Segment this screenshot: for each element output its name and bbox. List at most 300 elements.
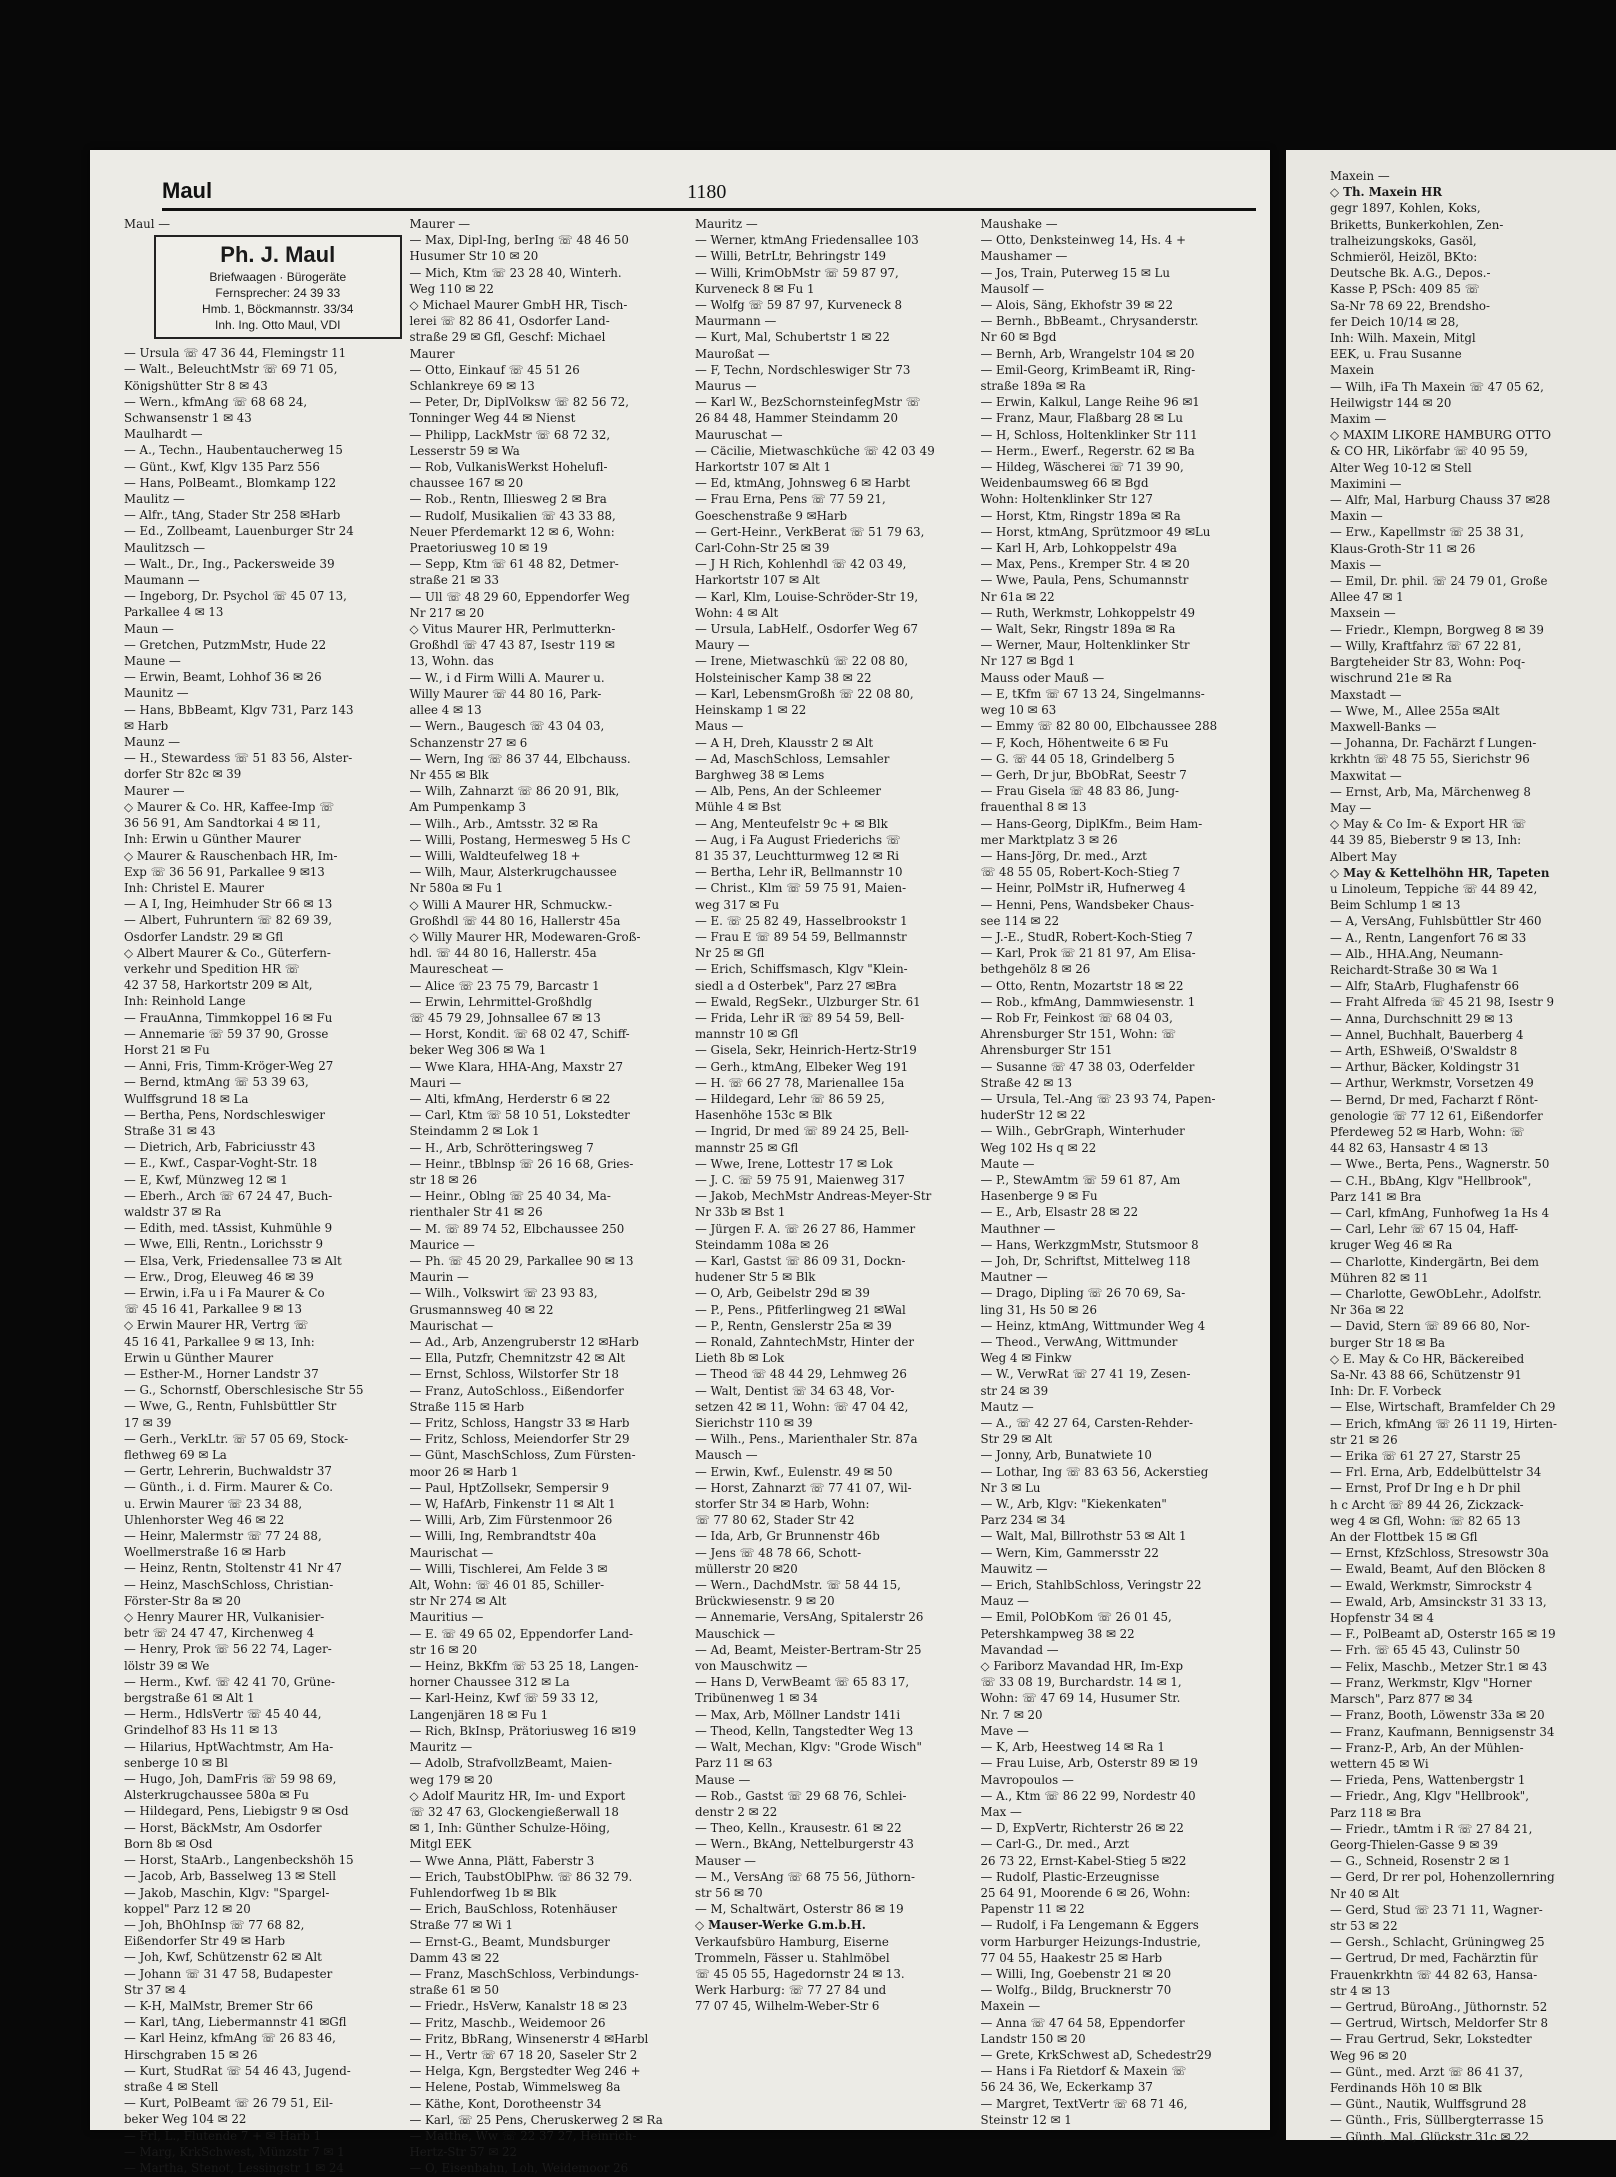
- directory-entry: — H., Arb, Schrötteringsweg 7: [409, 1140, 594, 1155]
- directory-entry: — Ernst-G., Beamt, Mundsburger: [409, 1934, 610, 1949]
- directory-entry: — Herm., HdlsVertr ☏ 45 40 44,: [124, 1707, 322, 1722]
- directory-entry: — Franz-P., Arb, An der Mühlen-: [1330, 1740, 1524, 1755]
- directory-entry: senberge 10 ✉ Bl: [124, 1755, 228, 1770]
- directory-entry: ◇ May & Co Im- & Export HR ☏: [1330, 817, 1527, 832]
- directory-entry: ◇ Willi A Maurer HR, Schmuckw.-: [409, 897, 612, 912]
- directory-entry: ling 31, Hs 50 ✉ 26: [980, 1302, 1097, 1317]
- directory-entry: — Gertrud, Dr med, Fachärztin für: [1330, 1951, 1538, 1966]
- directory-entry: — Gerh., VerkLtr. ☏ 57 05 69, Stock-: [124, 1431, 349, 1446]
- directory-entry: — Günt., Nautik, Wulffsgrund 28: [1330, 2097, 1527, 2112]
- directory-entry: Inh: Reinhold Lange: [124, 994, 246, 1009]
- directory-entry: — Marg, KrkSchwest, Münzstr 7 ✉ 1: [124, 2144, 345, 2159]
- directory-entry: — P., Rentn, Genslerstr 25a ✉ 39: [695, 1318, 892, 1333]
- directory-entry: Georg-Thielen-Gasse 9 ✉ 39: [1330, 1837, 1499, 1852]
- directory-entry: Maunitz —: [124, 686, 189, 701]
- directory-entry: — Horst, Zahnarzt ☏ 77 41 07, Wil-: [695, 1480, 912, 1495]
- directory-entry: Mitgl EEK: [409, 1837, 472, 1852]
- directory-entry: Maxein: [1330, 363, 1375, 378]
- directory-entry: weg 317 ✉ Fu: [695, 897, 780, 912]
- directory-entry: — Friedr., Klempn, Borgweg 8 ✉ 39: [1330, 622, 1544, 637]
- directory-entry: bergstraße 61 ✉ Alt 1: [124, 1691, 255, 1706]
- directory-entry: Steinstr 12 ✉ 1: [980, 2112, 1072, 2127]
- directory-entry: — Gerd, Dr rer pol, Hohenzollernring: [1330, 1870, 1555, 1885]
- directory-entry: — Wern., kfmAng ☏ 68 68 24,: [124, 394, 308, 409]
- directory-entry: — Wwe, Irene, Lottestr 17 ✉ Lok: [695, 1156, 893, 1171]
- directory-entry: wettern 45 ✉ Wi: [1330, 1756, 1429, 1771]
- directory-entry: — Grete, KrkSchwest aD, Schedestr29: [980, 2047, 1212, 2062]
- directory-entry: — Esther-M., Horner Landstr 37: [124, 1367, 319, 1381]
- directory-entry: weg 10 ✉ 63: [980, 703, 1057, 718]
- directory-entry: Straße 31 ✉ 43: [124, 1123, 216, 1138]
- directory-entry: Bargteheider Str 83, Wohn: Poq-: [1330, 655, 1526, 670]
- directory-entry: ◇ Maurer & Co. HR, Kaffee-Imp ☏: [124, 799, 334, 814]
- directory-entry: — Hans, BbBeamt, Klgv 731, Parz 143: [124, 702, 354, 717]
- directory-entry: — Erwin, Kalkul, Lange Reihe 96 ✉1: [980, 395, 1200, 410]
- directory-entry: Maulitzsch —: [124, 540, 206, 555]
- directory-entry: — Frau Luise, Arb, Osterstr 89 ✉ 19: [980, 1756, 1198, 1771]
- directory-entry: — Alfr., tAng, Stader Str 258 ✉Harb: [124, 508, 341, 523]
- directory-entry: Straße 77 ✉ Wi 1: [409, 1918, 513, 1933]
- directory-entry: Weg 4 ✉ Finkw: [980, 1351, 1072, 1366]
- directory-entry: — Karl, LebensmGroßh ☏ 22 08 80,: [695, 686, 914, 701]
- directory-entry: Ahrensburger Str 151: [980, 1043, 1113, 1058]
- directory-entry: — Frau Gertrud, Sekr, Lokstedter: [1330, 2032, 1532, 2047]
- directory-entry: — Friedr., Ang, Klgv "Hellbrook",: [1330, 1789, 1529, 1804]
- directory-entry: — W., VerwRat ☏ 27 41 19, Zesen-: [980, 1367, 1191, 1382]
- directory-entry: Hasenberge 9 ✉ Fu: [980, 1189, 1098, 1204]
- directory-entry: ◇ E. May & Co HR, Bäckereibed: [1330, 1351, 1525, 1366]
- directory-entry: — Wern, Ing ☏ 86 37 44, Elbchauss.: [409, 751, 631, 766]
- directory-entry: — Theo, Kelln., Krausestr. 61 ✉ 22: [695, 1821, 902, 1836]
- directory-entry: Nr 61a ✉ 22: [980, 589, 1055, 604]
- directory-entry: — H., Stewardess ☏ 51 83 56, Alster-: [124, 751, 353, 766]
- directory-entry: Fuhlendorfweg 1b ✉ Blk: [409, 1885, 557, 1900]
- directory-entry: Ferdinands Höh 10 ✉ Blk: [1330, 2080, 1482, 2095]
- ad-line: Briefwaagen · Bürogeräte: [209, 270, 347, 285]
- directory-entry: — F, Koch, Höhentweite 6 ✉ Fu: [980, 735, 1169, 750]
- directory-entry: — J. C. ☏ 59 75 91, Maienweg 317: [695, 1172, 905, 1187]
- directory-entry: — Gertr, Lehrerin, Buchwaldstr 37: [124, 1464, 332, 1479]
- directory-entry: — A., ☏ 42 27 64, Carsten-Rehder-: [980, 1416, 1194, 1431]
- directory-entry: — Wern, Kim, Gammersstr 22: [980, 1545, 1159, 1560]
- directory-entry: — Albert, Fuhruntern ☏ 82 69 39,: [124, 913, 332, 928]
- directory-entry: Sierichstr 110 ✉ 39: [695, 1416, 813, 1431]
- directory-entry: Maurer —: [124, 783, 185, 798]
- directory-entry: — Hans-Georg, DiplKfm., Beim Ham-: [980, 816, 1203, 831]
- directory-entry: mannstr 25 ✉ Gfl: [695, 1140, 799, 1155]
- directory-entry: — Alti, kfmAng, Herderstr 6 ✉ 22: [409, 1091, 611, 1106]
- directory-entry: — Otto, Denksteinweg 14, Hs. 4 +: [980, 233, 1187, 248]
- directory-entry: — Hildegard, Pens, Liebigstr 9 ✉ Osd: [124, 1804, 349, 1819]
- directory-entry: — Rob., kfmAng, Dammwiesenstr. 1: [980, 994, 1196, 1009]
- directory-entry: — Wwe, G., Rentn, Fuhlsbüttler Str: [124, 1399, 337, 1414]
- directory-entry: Wohn: Holtenklinker Str 127: [980, 492, 1153, 507]
- directory-entry: Max —: [980, 1804, 1022, 1819]
- directory-entry: dorfer Str 82c ✉ 39: [124, 767, 242, 782]
- directory-entry: — Jonny, Arb, Bunatwiete 10: [980, 1448, 1152, 1463]
- directory-entry: — Franz, MaschSchloss, Verbindungs-: [409, 1966, 639, 1981]
- directory-entry: ◇ May & Kettelhöhn HR, Tapeten: [1330, 865, 1550, 880]
- directory-entry: 56 24 36, We, Eckerkamp 37: [980, 2080, 1153, 2095]
- directory-entry: Wohn: 4 ✉ Alt: [695, 605, 779, 620]
- directory-entry: Großhdl ☏ 47 43 87, Isestr 119 ✉: [409, 638, 615, 653]
- directory-entry: — Hans, WerkzgmMstr, Stutsmoor 8: [980, 1237, 1199, 1252]
- directory-entry: — Heinr., tBblnsp ☏ 26 16 68, Gries-: [409, 1156, 634, 1171]
- directory-entry: mer Marktplatz 3 ✉ 26: [980, 832, 1118, 847]
- directory-entry: 42 37 58, Harkortstr 209 ✉ Alt,: [124, 978, 313, 993]
- directory-entry: May —: [1330, 800, 1372, 815]
- directory-entry: Allee 47 ✉ 1: [1330, 590, 1404, 605]
- directory-entry: — Walt, Mechan, Klgv: "Grode Wisch": [695, 1740, 922, 1755]
- directory-entry: — Gersh., Schlacht, Grüningweg 25: [1330, 1935, 1545, 1950]
- directory-entry: — Peter, Dr, DiplVolksw ☏ 82 56 72,: [409, 395, 630, 410]
- directory-entry: — Bernh., BbBeamt., Chrysanderstr.: [980, 314, 1199, 329]
- directory-entry: — Wwe Klara, HHA-Ang, Maxstr 27: [409, 1059, 624, 1074]
- directory-entry: — Willi, Waldteufelweg 18 +: [409, 848, 581, 863]
- directory-entry: — Annemarie, VersAng, Spitalerstr 26: [695, 1610, 924, 1625]
- directory-entry: str 16 ✉ 20: [409, 1642, 478, 1657]
- column-3: [695, 216, 975, 2124]
- directory-entry: — Alois, Säng, Ekhofstr 39 ✉ 22: [980, 298, 1173, 313]
- directory-entry: Nr 455 ✉ Blk: [409, 767, 489, 782]
- directory-entry: ◇ Mauser-Werke G.m.b.H.: [695, 1918, 866, 1933]
- directory-entry: mannstr 10 ✉ Gfl: [695, 1027, 799, 1042]
- directory-entry: Parz 141 ✉ Bra: [1330, 1189, 1422, 1204]
- directory-entry: Maune —: [124, 654, 181, 669]
- directory-entry: Mauritz —: [695, 217, 758, 231]
- directory-entry: — Joh, Dr, Schriftst, Mittelweg 118: [980, 1254, 1191, 1268]
- directory-entry: — Otto, Rentn, Mozartstr 18 ✉ 22: [980, 978, 1184, 993]
- directory-entry: — P., Pens., Pfitferlingweg 21 ✉Wal: [695, 1302, 906, 1317]
- directory-entry: Königshütter Str 8 ✉ 43: [124, 378, 268, 393]
- directory-entry: Horst 21 ✉ Fu: [124, 1042, 210, 1057]
- directory-entry: — Joh, BhOhInsp ☏ 77 68 82,: [124, 1917, 305, 1932]
- directory-entry: — F., PolBeamt aD, Osterstr 165 ✉ 19: [1330, 1627, 1556, 1642]
- directory-entry: krkhtn ☏ 48 75 55, Sierichstr 96: [1330, 752, 1530, 767]
- directory-entry: — Ingeborg, Dr. Psychol ☏ 45 07 13,: [124, 589, 347, 604]
- directory-entry: Nr 36a ✉ 22: [1330, 1303, 1405, 1318]
- directory-entry: ☏ 77 80 62, Stader Str 42: [695, 1513, 855, 1528]
- directory-entry: — Frl. Erna, Arb, Eddelbüttelstr 34: [1330, 1465, 1542, 1480]
- directory-entry: Straße 115 ✉ Harb: [409, 1399, 525, 1414]
- directory-entry: — Erwin, i.Fa u i Fa Maurer & Co: [124, 1285, 325, 1300]
- directory-entry: — Ernst, Prof Dr Ing e h Dr phil: [1330, 1481, 1521, 1496]
- directory-entry: — Wilh., Volkswirt ☏ 23 93 83,: [409, 1286, 598, 1301]
- directory-entry: — F, Techn, Nordschleswiger Str 73: [695, 362, 911, 377]
- directory-entry: — Ed., Zollbeamt, Lauenburger Str 24: [124, 524, 354, 539]
- directory-entry: Nr 127 ✉ Bgd 1: [980, 654, 1076, 669]
- directory-entry: Erwin u Günther Maurer: [124, 1350, 274, 1365]
- directory-entry: Inh: Christel E. Maurer: [124, 880, 264, 895]
- directory-entry: — Fraht Alfreda ☏ 45 21 98, Isestr 9: [1330, 995, 1555, 1010]
- directory-entry: — Alice ☏ 23 75 79, Barcastr 1: [409, 978, 600, 993]
- directory-entry: Uhlenhorster Weg 46 ✉ 22: [124, 1512, 285, 1527]
- directory-entry: horner Chaussee 312 ✉ La: [409, 1675, 570, 1690]
- directory-entry: — Fritz, BbRang, Winsenerstr 4 ✉Harbl: [409, 2031, 649, 2046]
- directory-entry: — Willi, KrimObMstr ☏ 59 87 97,: [695, 265, 899, 280]
- directory-entry: Willy Maurer ☏ 44 80 16, Park-: [409, 686, 602, 701]
- directory-entry: — Theod, Kelln, Tangstedter Weg 13: [695, 1723, 914, 1738]
- directory-entry: Mauritius —: [409, 1610, 484, 1625]
- directory-entry: 26 84 48, Hammer Steindamm 20: [695, 411, 898, 426]
- directory-entry: — Jürgen F. A. ☏ 26 27 86, Hammer: [695, 1221, 916, 1236]
- page-header: [162, 164, 1256, 211]
- directory-entry: Lieth 8b ✉ Lok: [695, 1351, 785, 1366]
- directory-entry: — Fritz, Schloss, Meiendorfer Str 29: [409, 1432, 630, 1447]
- advertisement-box: [154, 235, 402, 339]
- directory-entry: ☏ 45 05 55, Hagedornstr 24 ✉ 13.: [695, 1966, 905, 1981]
- directory-entry: — Carl-G., Dr. med., Arzt: [980, 1837, 1130, 1852]
- directory-entry: — Ursula ☏ 47 36 44, Flemingstr 11: [124, 346, 347, 361]
- directory-entry: ◇ Henry Maurer HR, Vulkanisier-: [124, 1610, 325, 1625]
- directory-entry: Str 37 ✉ 4: [124, 1982, 187, 1997]
- directory-entry: Mühren 82 ✉ 11: [1330, 1270, 1429, 1285]
- directory-entry: — Franz, Kaufmann, Bennigsenstr 34: [1330, 1724, 1555, 1739]
- directory-entry: — H, Schloss, Holtenklinker Str 111: [980, 427, 1198, 442]
- directory-entry: — Erich, StahlbSchloss, Veringstr 22: [980, 1578, 1202, 1593]
- directory-entry: Mauroßat —: [695, 346, 770, 361]
- directory-entry: — Anna, Durchschnitt 29 ✉ 13: [1330, 1011, 1513, 1026]
- directory-entry: — Erich, BauSchloss, Rotenhäuser: [409, 1902, 618, 1917]
- directory-entry: weg 179 ✉ 20: [409, 1772, 493, 1787]
- directory-entry: Grindelhof 83 Hs 11 ✉ 13: [124, 1723, 278, 1738]
- directory-entry: — Wwe Anna, Plätt, Faberstr 3: [409, 1853, 595, 1868]
- directory-entry: An der Flottbek 15 ✉ Gfl: [1330, 1530, 1478, 1545]
- directory-entry: — Friedr., HsVerw, Kanalstr 18 ✉ 23: [409, 1999, 628, 2014]
- directory-entry: — Martha, Stenot, Lessingstr 1 ✉ 24: [124, 2160, 344, 2175]
- directory-entry: — Max, Dipl-Ing, berIng ☏ 48 46 50: [409, 233, 629, 248]
- directory-entry: Maury —: [695, 638, 750, 653]
- directory-entry: — Wilh., Pens., Marienthaler Str. 87a: [695, 1432, 918, 1447]
- directory-entry: ✉ Harb: [124, 718, 169, 733]
- directory-entry: Frauenkrkhtn ☏ 44 82 63, Hansa-: [1330, 1967, 1538, 1982]
- ad-line: Fernsprecher: 24 39 33: [215, 286, 341, 301]
- directory-entry: — E, tKfm ☏ 67 13 24, Singelmanns-: [980, 686, 1205, 701]
- directory-entry: Mauthner —: [980, 1221, 1056, 1236]
- directory-entry: 25 64 91, Moorende 6 ✉ 26, Wohn:: [980, 1885, 1191, 1900]
- directory-entry: — Henni, Pens, Wandsbeker Chaus-: [980, 897, 1195, 912]
- directory-entry: str 21 ✉ 26: [1330, 1432, 1398, 1447]
- directory-entry: — Carl, kfmAng, Funhofweg 1a Hs 4: [1330, 1206, 1550, 1220]
- directory-entry: — Ingrid, Dr med ☏ 89 24 25, Bell-: [695, 1124, 909, 1139]
- directory-entry: Mave —: [980, 1723, 1029, 1738]
- directory-entry: Harkortstr 107 ✉ Alt: [695, 573, 820, 588]
- directory-entry: ☏ 33 08 19, Burchardstr. 14 ✉ 1,: [980, 1675, 1182, 1690]
- directory-entry: Maurer —: [409, 217, 471, 231]
- directory-entry: — Ull ☏ 48 29 60, Eppendorfer Weg: [409, 589, 630, 604]
- directory-entry: — A I, Ing, Heimhuder Str 66 ✉ 13: [124, 897, 333, 912]
- directory-entry: Maxin —: [1330, 509, 1383, 524]
- directory-entry: — Herm., Ewerf., Regerstr. 62 ✉ Ba: [980, 443, 1195, 458]
- directory-entry: — Jakob, MechMstr Andreas-Meyer-Str: [695, 1189, 932, 1204]
- directory-entry: Maurischat —: [409, 1318, 494, 1333]
- directory-entry: — Willy, Kraftfahrz ☏ 67 22 81,: [1330, 638, 1522, 653]
- directory-entry: Nr. 7 ✉ 20: [980, 1707, 1043, 1722]
- directory-entry: str 53 ✉ 22: [1330, 1918, 1398, 1933]
- directory-entry: Mauz —: [980, 1594, 1029, 1609]
- directory-entry: — Rich, BkInsp, Prätoriusweg 16 ✉19: [409, 1723, 637, 1738]
- directory-entry: Barghweg 38 ✉ Lems: [695, 767, 825, 782]
- directory-entry: — Ursula, Tel.-Ang ☏ 23 93 74, Papen-: [980, 1091, 1216, 1106]
- directory-entry: — Ewald, RegSekr., Ulzburger Str. 61: [695, 994, 921, 1009]
- directory-entry: ◇ MAXIM LIKORE HAMBURG OTTO: [1330, 428, 1552, 443]
- directory-entry: fer Deich 10/14 ✉ 28,: [1330, 314, 1460, 329]
- directory-entry: Albert May: [1330, 849, 1397, 864]
- directory-entry: Maurescheat —: [409, 962, 504, 977]
- directory-entry: — Max, Arb, Möllner Landstr 141i: [695, 1707, 901, 1722]
- directory-entry: — Frieda, Pens, Wattenbergstr 1: [1330, 1773, 1526, 1788]
- directory-entry: Wohn: ☏ 47 69 14, Husumer Str.: [980, 1691, 1181, 1706]
- directory-entry: Steindamm 2 ✉ Lok 1: [409, 1124, 540, 1139]
- directory-entry: — Alfr, StaArb, Flughafenstr 66: [1330, 979, 1519, 994]
- directory-entry: — Hildeg, Wäscherei ☏ 71 39 90,: [980, 460, 1184, 475]
- directory-entry: Maus —: [695, 719, 744, 734]
- directory-entry: — Werner, Maur, Holtenklinker Str: [980, 638, 1190, 653]
- directory-entry: — P., StewAmtm ☏ 59 61 87, Am: [980, 1172, 1181, 1187]
- directory-entry: Förster-Str 8a ✉ 20: [124, 1593, 241, 1608]
- directory-entry: — Annemarie ☏ 59 37 90, Grosse: [124, 1026, 329, 1041]
- header-keyword: Maul: [162, 178, 213, 203]
- directory-entry: — Emil-Georg, KrimBeamt iR, Ring-: [980, 362, 1196, 377]
- directory-entry: u Linoleum, Teppiche ☏ 44 89 42,: [1330, 881, 1538, 896]
- directory-entry: lölstr 39 ✉ We: [124, 1658, 210, 1673]
- directory-entry: Maun —: [124, 621, 174, 636]
- directory-entry: — E. ☏ 49 65 02, Eppendorfer Land-: [409, 1626, 634, 1641]
- directory-entry: — Otto, Einkauf ☏ 45 51 26: [409, 362, 580, 377]
- directory-entry: rienthaler Str 41 ✉ 26: [409, 1205, 543, 1220]
- directory-entry: Straße 42 ✉ 13: [980, 1075, 1073, 1090]
- directory-entry: — Ad, Beamt, Meister-Bertram-Str 25: [695, 1642, 922, 1657]
- directory-entry: — K-H, MalMstr, Bremer Str 66: [124, 1998, 313, 2013]
- directory-entry: — Eberh., Arch ☏ 67 24 47, Buch-: [124, 1188, 333, 1203]
- directory-entry: — Heinz, ktmAng, Wittmunder Weg 4: [980, 1318, 1206, 1333]
- entry-columns: [124, 216, 1260, 2176]
- directory-entry: Pferdeweg 52 ✉ Harb, Wohn: ☏: [1330, 1124, 1525, 1139]
- directory-entry: Maxein —: [1330, 169, 1390, 183]
- directory-entry: Maute —: [980, 1156, 1035, 1171]
- directory-entry: — Willi, Arb, Zim Fürstenmoor 26: [409, 1513, 613, 1528]
- directory-entry: — Susanne ☏ 47 38 03, Oderfelder: [980, 1059, 1195, 1074]
- directory-entry: Heilwigstr 144 ✉ 20: [1330, 395, 1452, 410]
- directory-entry: — Ronald, ZahntechMstr, Hinter der: [695, 1335, 914, 1350]
- directory-entry: — Willi, Postang, Hermesweg 5 Hs C: [409, 832, 631, 847]
- directory-entry: — Emil, Dr. phil. ☏ 24 79 01, Große: [1330, 574, 1548, 589]
- directory-entry: — Wolfg ☏ 59 87 97, Kurveneck 8: [695, 298, 902, 313]
- directory-entry: — Frau Gisela ☏ 48 83 86, Jung-: [980, 784, 1180, 799]
- directory-entry: Maurice —: [409, 1237, 475, 1252]
- directory-entry: u. Erwin Maurer ☏ 23 34 88,: [124, 1496, 303, 1511]
- directory-entry: — Rudolf, i Fa Lengemann & Eggers: [980, 1918, 1199, 1933]
- directory-entry: — Heinz, Rentn, Stoltenstr 41 Nr 47: [124, 1561, 342, 1576]
- directory-entry: Hasenhöhe 153c ✉ Blk: [695, 1108, 833, 1123]
- directory-entry: — Günt., med. Arzt ☏ 86 41 37,: [1330, 2064, 1524, 2079]
- directory-entry: Maxstadt —: [1330, 687, 1402, 702]
- directory-entry: lerei ☏ 82 86 41, Osdorfer Land-: [409, 314, 610, 329]
- directory-entry: — Willi, BetrLtr, Behringstr 149: [695, 249, 887, 264]
- directory-entry: — Wern., DachdMstr. ☏ 58 44 15,: [695, 1578, 901, 1593]
- directory-entry: — Gert-Heinr., VerkBerat ☏ 51 79 63,: [695, 524, 925, 539]
- directory-entry: — Herm., Kwf. ☏ 42 41 70, Grüne-: [124, 1674, 336, 1689]
- directory-entry: betr ☏ 24 47 47, Kirchenweg 4: [124, 1626, 315, 1641]
- directory-entry: — Günt, MaschSchloss, Zum Fürsten-: [409, 1448, 636, 1463]
- directory-entry: Maulitz —: [124, 492, 185, 507]
- directory-entry: EEK, u. Frau Susanne: [1330, 347, 1462, 362]
- directory-entry: straße 4 ✉ Stell: [124, 2079, 219, 2094]
- directory-entry: Inh: Erwin u Günther Maurer: [124, 832, 301, 847]
- directory-entry: straße 21 ✉ 33: [409, 573, 499, 588]
- directory-entry: — Charlotte, GewObLehr., Adolfstr.: [1330, 1287, 1542, 1302]
- directory-entry: — Karl W., BezSchornsteinfegMstr ☏: [695, 395, 921, 410]
- directory-entry: — Ernst, Arb, Ma, Märchenweg 8: [1330, 784, 1531, 799]
- directory-entry: — Walt, Sekr, Ringstr 189a ✉ Ra: [980, 622, 1176, 637]
- directory-entry: — Ernst, Schloss, Wilstorfer Str 18: [409, 1367, 619, 1382]
- directory-entry: Mauss oder Mauß —: [980, 670, 1105, 685]
- directory-entry: — Karl, Klm, Louise-Schröder-Str 19,: [695, 589, 919, 604]
- directory-entry: Damm 43 ✉ 22: [409, 1950, 500, 1965]
- directory-entry: 45 16 41, Parkallee 9 ✉ 13, Inh:: [124, 1334, 315, 1349]
- directory-entry: Steindamm 108a ✉ 26: [695, 1237, 829, 1252]
- directory-entry: storfer Str 34 ✉ Harb, Wohn:: [695, 1497, 870, 1512]
- directory-entry: 81 35 37, Leuchtturmweg 12 ✉ Ri: [695, 848, 899, 863]
- directory-entry: — Max, Pens., Kremper Str. 4 ✉ 20: [980, 557, 1190, 572]
- directory-entry: Maximini —: [1330, 476, 1402, 491]
- directory-entry: — Anni, Fris, Timm-Kröger-Weg 27: [124, 1059, 334, 1074]
- directory-entry: Nr 33b ✉ Bst 1: [695, 1205, 786, 1220]
- directory-entry: str 18 ✉ 26: [409, 1172, 478, 1187]
- directory-entry: — Hugo, Joh, DamFris ☏ 59 98 69,: [124, 1772, 337, 1787]
- directory-entry: — Erwin, Beamt, Lohhof 36 ✉ 26: [124, 670, 322, 685]
- directory-entry: Sa-Nr. 43 88 66, Schützenstr 91: [1330, 1368, 1522, 1383]
- directory-entry: — E, Kwf, Münzweg 12 ✉ 1: [124, 1172, 288, 1187]
- directory-entry: — Horst, Kondit. ☏ 68 02 47, Schiff-: [409, 1027, 630, 1042]
- directory-entry: — Mich, Ktm ☏ 23 28 40, Winterh.: [409, 265, 622, 280]
- directory-entry: Mauritz —: [409, 1740, 473, 1755]
- directory-entry: — Gerd, Stud ☏ 23 71 11, Wagner-: [1330, 1902, 1543, 1917]
- directory-entry: Goeschenstraße 9 ✉Harb: [695, 508, 848, 523]
- directory-entry: Neuer Pferdemarkt 12 ✉ 6, Wohn:: [409, 524, 615, 539]
- directory-entry: — Hans i Fa Rietdorf & Maxein ☏: [980, 2064, 1187, 2079]
- directory-entry: Schwansenstr 1 ✉ 43: [124, 411, 252, 426]
- directory-entry: — Karl, Prok ☏ 21 81 97, Am Elisa-: [980, 946, 1196, 961]
- directory-entry: — Walt., BeleuchtMstr ☏ 69 71 05,: [124, 362, 338, 377]
- directory-entry: 36 56 91, Am Sandtorkai 4 ✉ 11,: [124, 816, 321, 831]
- directory-entry: Maxsein —: [1330, 606, 1396, 621]
- directory-entry: Grusmannsweg 40 ✉ 22: [409, 1302, 554, 1317]
- directory-entry: Tonninger Weg 44 ✉ Nienst: [409, 411, 576, 426]
- directory-entry: — Jakob, Maschin, Klgv: "Spargel-: [124, 1885, 330, 1900]
- directory-entry: — Erika ☏ 61 27 27, Starstr 25: [1330, 1449, 1521, 1464]
- directory-entry: — Karl, Gastst ☏ 86 09 31, Dockn-: [695, 1254, 906, 1268]
- directory-entry: Weg 110 ✉ 22: [409, 281, 494, 296]
- directory-entry: Mavandad —: [980, 1642, 1059, 1657]
- directory-entry: — Johann ☏ 31 47 58, Budapester: [124, 1966, 333, 1981]
- directory-entry: Maxwitat —: [1330, 768, 1402, 783]
- directory-entry: — Wwe, M., Allee 255a ✉Alt: [1330, 703, 1500, 718]
- directory-entry: Parz 118 ✉ Bra: [1330, 1805, 1422, 1820]
- directory-entry: flethweg 69 ✉ La: [124, 1448, 227, 1463]
- directory-entry: — Ruth, Werkmstr, Lohkoppelstr 49: [980, 605, 1195, 620]
- directory-entry: — Franz, Werkmstr, Klgv "Horner: [1330, 1675, 1532, 1690]
- directory-entry: — Frh. ☏ 65 45 43, Culinstr 50: [1330, 1643, 1520, 1658]
- directory-entry: Landstr 150 ✉ 20: [980, 2031, 1086, 2046]
- directory-entry: Parz 234 ✉ 34: [980, 1513, 1066, 1528]
- directory-entry: — Bertha, Lehr iR, Bellmannstr 10: [695, 865, 903, 880]
- directory-entry: — Wilh., Arb., Amtsstr. 32 ✉ Ra: [409, 816, 599, 831]
- directory-entry: — Günth., Fris, Süllbergterrasse 15: [1330, 2113, 1544, 2128]
- directory-entry: — G., Schornstf, Oberschlesische Str 55: [124, 1383, 364, 1398]
- directory-entry: — K, Arb, Heestweg 14 ✉ Ra 1: [980, 1740, 1165, 1755]
- directory-entry: — Lothar, Ing ☏ 83 63 56, Ackerstieg: [980, 1464, 1209, 1479]
